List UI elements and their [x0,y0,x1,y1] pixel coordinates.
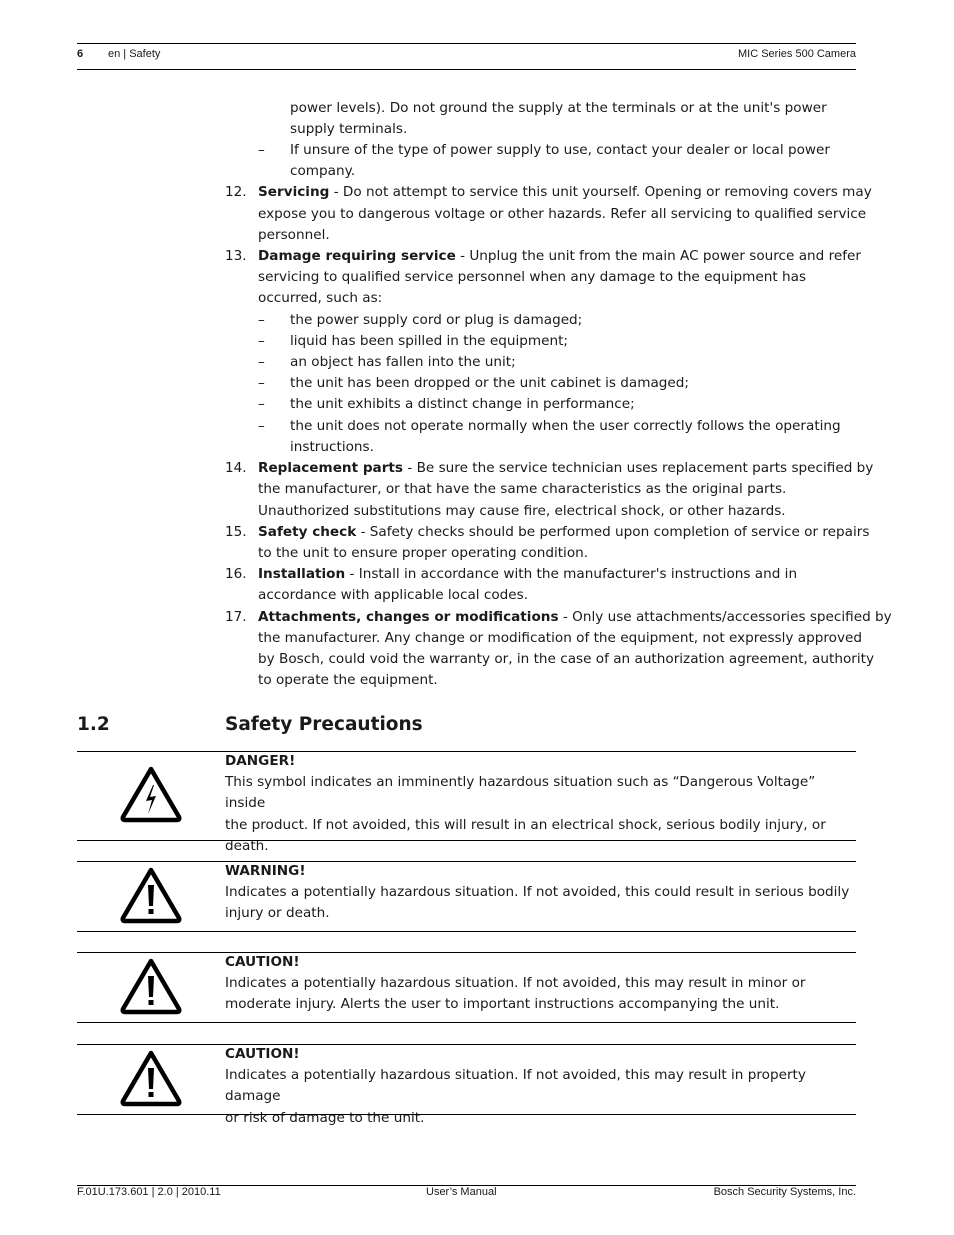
item-text: the manufacturer. Any change or modification of the equipment, not expressly approved [258,630,862,646]
danger-notice [77,751,856,854]
item-heading: Safety check [258,524,357,540]
list-item: the unit does not operate normally when the user correctly follows the operating [290,418,841,434]
list-dash: – [258,312,265,328]
header-top-rule [77,43,856,44]
item-text: Unauthorized substitutions may cause fire, electrical shock, or other hazards. [258,503,786,519]
notice-bottom-rule [77,931,856,932]
section-number: 1.2 [77,714,110,735]
list-dash: – [258,142,265,158]
list-dash: – [258,375,265,391]
notice-text-line: This symbol indicates an imminently hazardous situation such as “Dangerous Voltage” inside [225,774,816,812]
list-item [258,458,873,479]
notice-text [225,751,856,857]
notice-label: CAUTION! [225,1046,300,1062]
item-number: 16. [225,566,247,582]
list-item: the unit has been dropped or the unit cabinet is damaged; [290,375,690,391]
item-number: 12. [225,184,247,200]
notice-text [225,952,856,1016]
item-heading: Attachments, changes or modifications [258,609,559,625]
exclamation-warning-icon [119,1049,183,1107]
page-number: 6 [77,48,84,60]
list-dash: – [258,396,265,412]
item-text: - Do not attempt to service this unit yourself. Opening or removing covers may [329,184,872,200]
header-section-label: en | Safety [108,48,161,60]
continued-text-line: supply terminals. [290,121,408,137]
continued-text-line: power levels). Do not ground the supply at the terminals or at the unit's power [290,100,827,116]
list-item: instructions. [290,439,374,455]
item-text: - Safety checks should be performed upon completion of service or repairs [356,524,870,540]
notice-text-line: Indicates a potentially hazardous situation. If not avoided, this may result in minor or [225,975,806,992]
item-text: by Bosch, could void the warranty or, in the case of an authorization agreement, authority [258,651,874,667]
item-number: 14. [225,460,247,476]
item-text: to the unit to ensure proper operating condition. [258,545,589,561]
warning-notice [77,861,856,932]
item-text: - Unplug the unit from the main AC power source and refer [455,248,862,264]
notice-text-line: Indicates a potentially hazardous situation. If not avoided, this could result in serious bodily [225,884,850,901]
list-item [258,607,892,628]
high-voltage-warning-icon [119,765,183,823]
exclamation-warning-icon [119,866,183,924]
caution-notice [77,952,856,1023]
list-item [258,564,797,585]
footer-document-type: User’s Manual [426,1186,497,1198]
notice-text-line: injury or death. [225,905,330,922]
notice-bottom-rule [77,1114,856,1115]
item-number: 13. [225,248,247,264]
list-item: an object has fallen into the unit; [290,354,516,370]
item-text: expose you to dangerous voltage or other hazards. Refer all servicing to qualified service [258,206,867,222]
notice-label: CAUTION! [225,954,300,970]
notice-text-line: moderate injury. Alerts the user to important instructions accompanying the unit. [225,996,780,1013]
item-number: 17. [225,609,247,625]
list-item: If unsure of the type of power supply to use, contact your dealer or local power [290,142,830,158]
list-item [258,522,869,543]
list-dash: – [258,333,265,349]
notice-text-line: death. [225,837,269,854]
item-heading: Servicing [258,184,330,200]
notice-bottom-rule [77,840,856,841]
item-text: accordance with applicable local codes. [258,587,529,603]
list-item: the unit exhibits a distinct change in performance; [290,396,635,412]
list-item: the power supply cord or plug is damaged; [290,312,583,328]
item-heading: Damage requiring service [258,248,456,264]
list-item [258,246,861,267]
list-dash: – [258,418,265,434]
notice-bottom-rule [77,1022,856,1023]
item-text: servicing to qualified service personnel when any damage to the equipment has [258,269,807,285]
list-item: liquid has been spilled in the equipment; [290,333,569,349]
item-text: occurred, such as: [258,290,383,306]
item-text: - Be sure the service technician uses replacement parts specified by [403,460,874,476]
header-bottom-rule [77,69,856,70]
notice-text [225,1044,856,1129]
item-text: to operate the equipment. [258,672,438,688]
list-dash: – [258,354,265,370]
item-text: personnel. [258,227,330,243]
notice-text-line: or risk of damage to the unit. [225,1109,425,1126]
item-heading: Installation [258,566,346,582]
notice-text [225,861,856,925]
exclamation-warning-icon [119,957,183,1015]
item-text: - Install in accordance with the manufacturer's instructions and in [345,566,798,582]
caution-property-notice [77,1044,856,1126]
notice-text-line: the product. If not avoided, this will result in an electrical shock, serious bodily injury, or [225,816,826,833]
notice-text-line: Indicates a potentially hazardous situation. If not avoided, this may result in property damage [225,1067,806,1105]
list-item: company. [290,163,356,179]
header-product-name: MIC Series 500 Camera [738,48,856,60]
notice-label: DANGER! [225,753,296,769]
item-number: 15. [225,524,247,540]
item-text: the manufacturer, or that have the same characteristics as the original parts. [258,481,787,497]
notice-label: WARNING! [225,863,306,879]
footer-company: Bosch Security Systems, Inc. [713,1186,856,1198]
item-heading: Replacement parts [258,460,404,476]
footer-document-id: F.01U.173.601 | 2.0 | 2010.11 [77,1186,221,1198]
list-item [258,182,872,203]
item-text: - Only use attachments/accessories specified by [558,609,892,625]
section-title: Safety Precautions [225,714,423,735]
